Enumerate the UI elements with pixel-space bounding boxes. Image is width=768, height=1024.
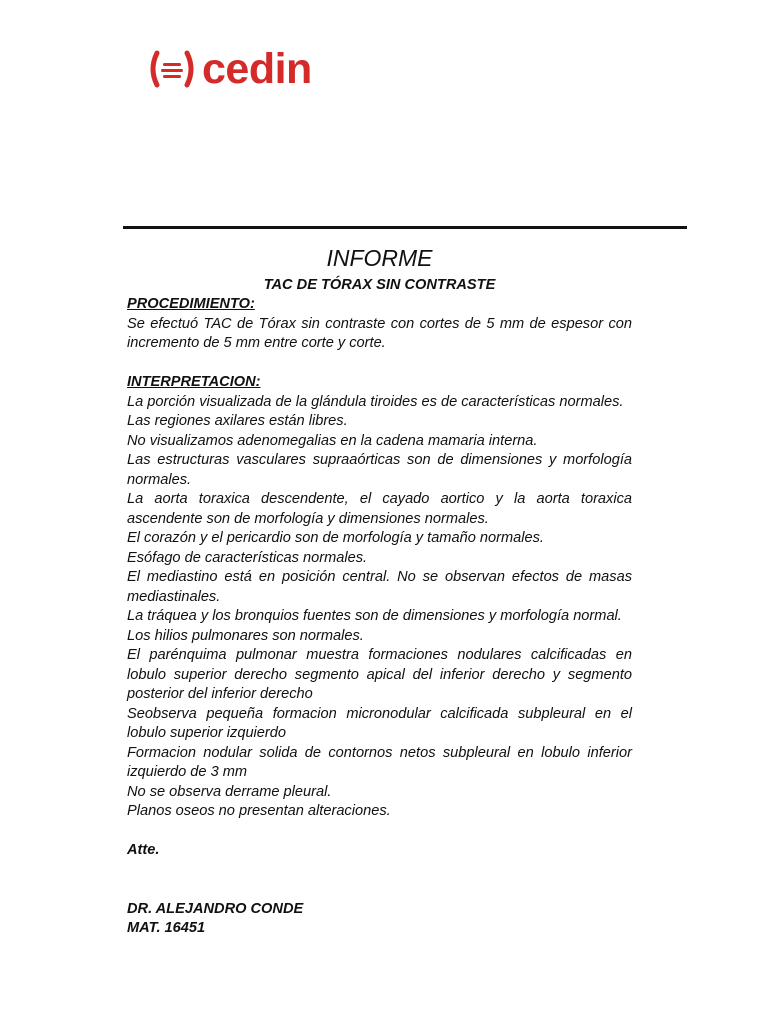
report-subtitle: TAC DE TÓRAX SIN CONTRASTE — [263, 277, 496, 293]
finding-item: Seobserva pequeña formacion micronodular calcificada subpleural en el lobulo superior izquierdo — [127, 705, 632, 741]
finding-item: Las regiones axilares están libres. — [127, 413, 348, 429]
finding-item: No se observa derrame pleural. — [127, 783, 332, 800]
spacer — [127, 354, 632, 374]
finding-item: La tráquea y los bronquios fuentes son de dimensiones y morfología normal. — [127, 608, 622, 624]
interpretation-heading: INTERPRETACION: — [127, 374, 261, 390]
spacer — [127, 880, 632, 900]
signature-license: MAT. 16451 — [127, 920, 206, 936]
finding-item: No visualizamos adenomegalias en la cadena mamaria interna. — [127, 432, 538, 449]
finding-item: La porción visualizada de la glándula tiroides es de características normales. — [127, 393, 624, 410]
logo-wordmark: cedin — [202, 44, 312, 93]
finding-item: Los hilios pulmonares son normales. — [127, 627, 364, 644]
report-title: INFORME — [326, 245, 433, 271]
header-divider — [123, 226, 687, 229]
procedure-text: Se efectuó TAC de Tórax sin contraste con cortes de 5 mm de espesor con incremento de 5 mm entre corte y corte. — [127, 315, 632, 351]
finding-item: La aorta toraxica descendente, el cayado aortico y la aorta toraxica ascendente son de morfología y dimensiones normales. — [127, 491, 632, 527]
finding-item: El corazón y el pericardio son de morfología y tamaño normales. — [127, 530, 544, 546]
finding-item: El mediastino está en posición central. No se observan efectos de masas mediastinales. — [127, 569, 632, 605]
closing-text: Atte. — [127, 842, 160, 858]
findings-list — [127, 393, 632, 822]
finding-item: Esófago de características normales. — [127, 549, 368, 566]
cedin-logo — [148, 44, 312, 94]
finding-item: Las estructuras vasculares supraaórticas son de dimensiones y morfología normales. — [127, 452, 632, 488]
cedin-logo-icon — [148, 49, 196, 89]
spacer — [127, 861, 632, 881]
finding-item: Formacion nodular solida de contornos netos subpleural en lobulo inferior izquierdo de 3 mm — [127, 744, 632, 780]
report-body — [127, 243, 632, 939]
procedure-heading: PROCEDIMIENTO: — [127, 296, 255, 312]
signature-name: DR. ALEJANDRO CONDE — [127, 900, 304, 917]
spacer — [127, 822, 632, 842]
finding-item: El parénquima pulmonar muestra formaciones nodulares calcificadas en lobulo superior derecho segmento apical del inferior derecho y segmento posterior del inferior derecho — [127, 647, 632, 702]
finding-item: Planos oseos no presentan alteraciones. — [127, 803, 391, 819]
